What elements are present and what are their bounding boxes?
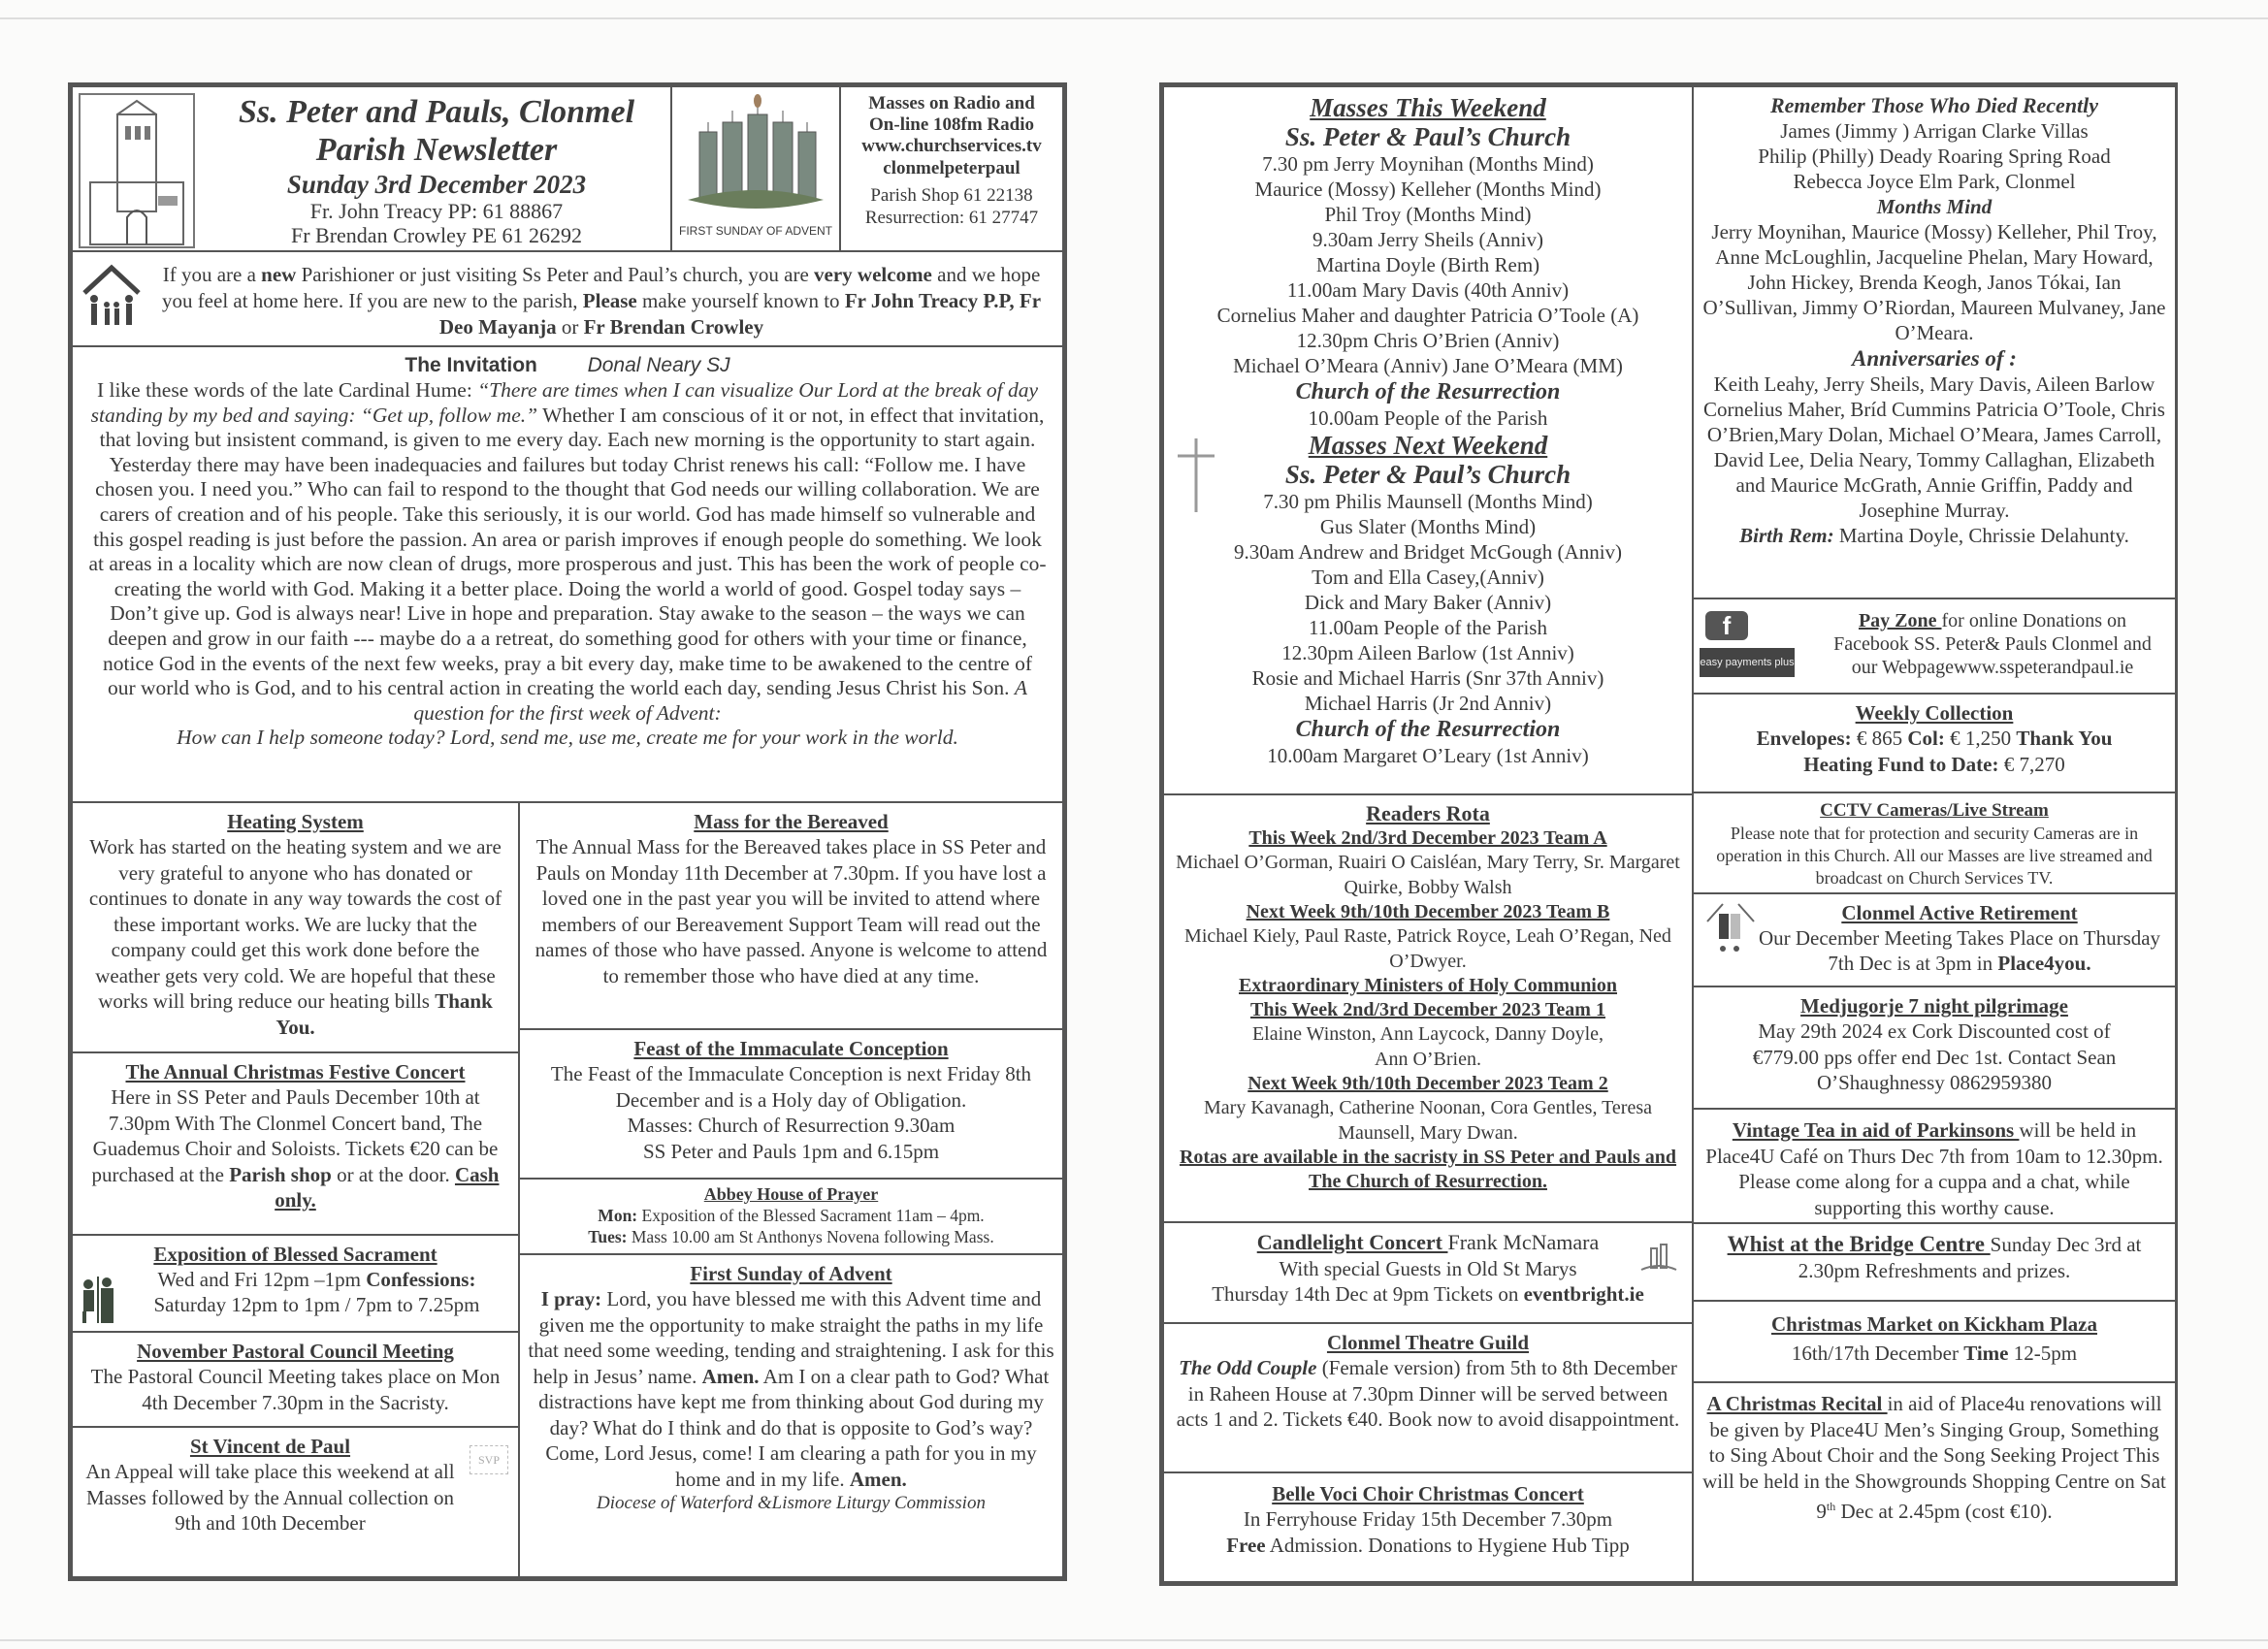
confession-times: Saturday 12pm to 1pm / 7pm to 7.25pm: [153, 1293, 480, 1316]
recital-box: [1692, 1381, 2177, 1583]
anniversaries-title: Anniversaries of :: [1852, 346, 2017, 371]
immaculate-box: [518, 1028, 1064, 1180]
scan-edge-top: [0, 17, 2268, 19]
theatre-title: Clonmel Theatre Guild: [1326, 1331, 1530, 1354]
candlelight-title: Candlelight Concert: [1256, 1230, 1448, 1254]
remember-box: [1692, 85, 2177, 599]
masses-this-resurrection: Church of the Resurrection: [1295, 379, 1561, 404]
immaculate-line-1: The Feast of the Immaculate Conception is next Friday 8th December and is a Holy day of Obligation.: [550, 1062, 1032, 1112]
mass-intention-line: Martina Doyle (Birth Rem): [1315, 253, 1540, 276]
retirement-body: Our December Meeting Takes Place on Thursday 7th Dec is at 3pm in: [1758, 926, 2161, 975]
confessions-label: Confessions:: [366, 1268, 476, 1291]
abbey-tues: Mass 10.00 am St Anthonys Novena following Mass.: [627, 1227, 994, 1246]
welcome-bold-please: Please: [582, 289, 637, 312]
welcome-priests: Fr John Treacy P.P, Fr Deo Mayanja: [438, 289, 1042, 339]
candlelight-line-2: Thursday 14th Dec at 9pm Tickets on: [1212, 1282, 1524, 1306]
rota-next-week: Next Week 9th/10th December 2023 Team B: [1246, 901, 1610, 922]
vintage-tea-box: [1692, 1108, 2177, 1224]
recital-title: A Christmas Recital: [1706, 1392, 1888, 1415]
mass-intention-line: 9.30am Jerry Sheils (Anniv): [1312, 228, 1543, 251]
bellevoci-box: [1162, 1471, 1694, 1583]
welcome-priest-crowley: Fr Brendan Crowley: [583, 315, 764, 339]
candlelight-performer: Frank McNamara: [1447, 1230, 1600, 1254]
heating-fund-label: Heating Fund to Date:: [1803, 753, 1999, 776]
theatre-play: The Odd Couple: [1179, 1356, 1317, 1379]
family-house-icon: [81, 264, 143, 337]
vintage-title: Vintage Tea in aid of Parkinsons: [1732, 1118, 2020, 1142]
whist-body: Sunday Dec 3rd at 2.30pm Refreshments and prizes.: [1798, 1233, 2142, 1282]
candlelight-box: [1162, 1221, 1694, 1324]
svp-logo-icon: SVP: [470, 1445, 508, 1474]
envelopes-label: Envelopes:: [1756, 727, 1852, 750]
rota-note: Rotas are available in the sacristy in SS Peter and Pauls and The Church of Resurrection.: [1179, 1147, 1677, 1192]
masses-next-resurrection-line: 10.00am Margaret O’Leary (1st Anniv): [1267, 744, 1589, 767]
masses-next-church: Ss. Peter & Paul’s Church: [1284, 460, 1571, 489]
concert-mid: or at the door.: [331, 1162, 455, 1186]
invitation-author: Donal Neary SJ: [587, 354, 730, 376]
market-title: Christmas Market on Kickham Plaza: [1771, 1312, 2097, 1336]
welcome-bold-new: new: [261, 263, 297, 286]
advent-candles-icon: [678, 93, 833, 219]
masses-next-title: Masses Next Weekend: [1308, 431, 1548, 460]
whist-title: Whist at the Bridge Centre: [1727, 1232, 1991, 1256]
advent-amen-1: Amen.: [701, 1364, 760, 1388]
advent-body-2: Am I on a clear path to God? What distractions have kept me from thinking about God during my day? What do I think and do that is opposite to God’s way? Come, Lord Jesus, come! I am clearing a path for you in my home and in my life.: [538, 1364, 1050, 1491]
invitation-body: Whether I am conscious of it or not, in effect that invitation, that loving but insistent command, is given to me every day. Each new morning is the opportunity to start again. Yesterday there may have been inadequacies and failures but today Christ renews his call: “Follow me. I have chosen you. I need you.” Who can fail to respond to the thought that God needs our willing collaboration. We are carers of creation and of his people. Take this seriously, it is our world. God has made himself so vulnerable and this gospel reading is just before the passion. An area or parish improves if enough people do something. We look at areas in a locality which are now clean of drugs, more prosperous and just. This has been the work of people co-creating the world with God. Making it a better place. Doing the world a world of good. Gospel today says – Don’t give up. God is always near! Live in hope and preparation. Stay awake to the season – the ways we can deepen and grow in our faith --- maybe do a a retreat, do something good for others with your time or finance, notice God in the events of the next few weeks, pray a bit every day, make time to be awakened to the centre of our world who is God, and to his central action in creating the world each day, sending Jesus Christ his Son.: [88, 403, 1047, 700]
bereaved-box: [518, 801, 1064, 1030]
invitation-quote: “There are times when I can visualize Our Lord at the break of day standing by my bed and saying: “Get up, follow me.”: [90, 378, 1039, 427]
market-time-label: Time: [1963, 1342, 2009, 1365]
medjugorje-title: Medjugorje 7 night pilgrimage: [1800, 994, 2068, 1018]
newsletter-date: Sunday 3rd December 2023: [286, 170, 587, 199]
mass-intention-line: 12.30pm Chris O’Brien (Anniv): [1296, 329, 1560, 352]
masses-this-church: Ss. Peter & Paul’s Church: [1284, 122, 1571, 151]
bellevoci-line-1: In Ferryhouse Friday 15th December 7.30pm: [1243, 1507, 1613, 1531]
immaculate-title: Feast of the Immaculate Conception: [633, 1037, 949, 1060]
confession-figures-icon: [81, 1271, 117, 1330]
collection-title: Weekly Collection: [1855, 701, 2014, 725]
em-next-names: Mary Kavanagh, Catherine Noonan, Cora Gentles, Teresa Maunsell, Mary Dwan.: [1204, 1097, 1652, 1144]
mass-intention-line: Phil Troy (Months Mind): [1324, 203, 1532, 226]
right-page: [1159, 82, 2178, 1586]
medjugorje-body: May 29th 2024 ex Cork Discounted cost of €779.00 pps offer end Dec 1st. Contact Sean O’Shaughnessy 0862959380: [1752, 1019, 2117, 1094]
welcome-text: or: [556, 315, 584, 339]
mass-intention-line: Maurice (Mossy) Kelleher (Months Mind): [1254, 178, 1602, 201]
bereaved-body: The Annual Mass for the Bereaved takes place in SS Peter and Pauls on Monday 11th December at 7.30pm. If you have lost a loved one in the past year you will be invited to attend where members of our Bereavement Support Team will read out the names of those who have passed. Anyone is welcome to attend to remember those who have died at any time.: [535, 835, 1048, 987]
invitation-question-intro: A question for the first week of Advent:: [413, 676, 1028, 725]
mass-intention-line: Cornelius Maher and daughter Patricia O’Toole (A): [1216, 304, 1639, 327]
em-this-week: This Week 2nd/3rd December 2023 Team 1: [1250, 999, 1605, 1020]
masses-next-list: [1172, 489, 1684, 716]
left-page: [68, 82, 1067, 1581]
welcome-text: and we hope you feel at home here. If you are new to the parish,: [161, 263, 1041, 312]
advent-prayer-box: [518, 1253, 1064, 1578]
recital-sup: th: [1826, 1500, 1836, 1513]
immaculate-line-2: Masses: Church of Resurrection 9.30am: [627, 1114, 956, 1137]
candlelight-line-1: With special Guests in Old St Marys: [1279, 1257, 1577, 1280]
exposition-times: Wed and Fri 12pm –1pm: [157, 1268, 367, 1291]
deceased-name: Rebecca Joyce Elm Park, Clonmel: [1793, 170, 2076, 193]
birth-rem-names: Martina Doyle, Chrissie Delahunty.: [1833, 524, 2129, 547]
deceased-name: James (Jimmy ) Arrigan Clarke Villas: [1780, 119, 2089, 143]
masses-this-weekend-box: [1162, 85, 1694, 795]
mass-intention-line: Michael Harris (Jr 2nd Anniv): [1304, 692, 1552, 715]
facebook-icon[interactable]: f: [1705, 611, 1748, 640]
remember-names: [1701, 118, 2167, 194]
retirement-title: Clonmel Active Retirement: [1841, 901, 2078, 924]
heating-thanks: Thank You.: [275, 989, 493, 1039]
mass-intention-line: 12.30pm Aileen Barlow (1st Anniv): [1281, 641, 1574, 664]
mass-intention-line: 11.00am People of the Parish: [1309, 616, 1547, 639]
abbey-mon-label: Mon:: [598, 1206, 638, 1225]
radio-line-1: Masses on Radio and: [868, 93, 1035, 113]
mass-intention-line: Rosie and Michael Harris (Snr 37th Anniv): [1251, 666, 1604, 690]
radio-channel: clonmelpeterpaul: [883, 158, 1021, 178]
advent-body-1: Lord, you have blessed me with this Advent time and given me the opportunity to make straight the paths in my life that need some weeding, tending and straightening. I ask for this help in Jesus’ name.: [528, 1287, 1054, 1388]
heating-fund-amount: € 7,270: [1998, 753, 2065, 776]
resurrection-phone: Resurrection: 61 27747: [864, 208, 1039, 228]
rota-title: Readers Rota: [1366, 801, 1490, 825]
deceased-name: Philip (Philly) Deady Roaring Spring Road: [1758, 145, 2111, 168]
cross-icon: [1174, 436, 1218, 519]
pastoral-body: The Pastoral Council Meeting takes place on Mon 4th December 7.30pm in the Sacristy.: [90, 1365, 501, 1414]
cctv-title: CCTV Cameras/Live Stream: [1820, 800, 2049, 821]
advent-caption: FIRST SUNDAY OF ADVENT: [678, 224, 833, 238]
mass-intention-line: 11.00am Mary Davis (40th Anniv): [1286, 278, 1570, 302]
radio-website-link[interactable]: www.churchservices.tv: [861, 136, 1042, 156]
vintage-body: will be held in Place4U Café on Thurs Dec 7th from 10am to 12.30pm. Please come along for a cuppa and a chat, while supporting this worthy cause.: [1705, 1118, 2163, 1219]
market-box: [1692, 1300, 2177, 1383]
bereaved-title: Mass for the Bereaved: [694, 810, 889, 833]
readers-rota-box: [1162, 793, 1694, 1223]
payzone-body: for online Donations on Facebook SS. Peter& Pauls Clonmel and our Webpagewww.sspeterandpaul.ie: [1833, 610, 2152, 678]
contact-pp: Fr. John Treacy PP: 61 88867: [309, 199, 564, 223]
pastoral-title: November Pastoral Council Meeting: [137, 1340, 454, 1363]
concert-cash-only: Cash only.: [275, 1162, 500, 1212]
svp-title: St Vincent de Paul: [189, 1435, 351, 1458]
abbey-tues-label: Tues:: [588, 1227, 628, 1246]
masses-this-list: [1172, 151, 1684, 378]
scan-edge-bottom: [0, 1639, 2268, 1641]
welcome-bold: very welcome: [814, 263, 932, 286]
col-label: Col:: [1907, 727, 1945, 750]
bellevoci-free: Free: [1226, 1533, 1266, 1557]
exposition-box: [71, 1234, 520, 1333]
retirement-box: [1692, 892, 2177, 987]
church-tower-icon: [79, 93, 195, 248]
masses-next-resurrection: Church of the Resurrection: [1295, 717, 1561, 742]
newsletter-subtitle: Parish Newsletter: [315, 132, 558, 168]
advent-lead: I pray:: [540, 1287, 602, 1310]
welcome-box: [71, 250, 1064, 347]
mass-intention-line: Michael O’Meara (Anniv) Jane O’Meara (MM): [1233, 354, 1623, 377]
abbey-title: Abbey House of Prayer: [703, 1184, 879, 1204]
advent-credit: Diocese of Waterford &Lismore Liturgy Commission: [597, 1493, 986, 1513]
welcome-text: Parishioner or just visiting Ss Peter and Paul’s church, you are: [296, 263, 815, 286]
masses-this-title: Masses This Weekend: [1310, 93, 1546, 122]
exposition-title: Exposition of Blessed Sacrament: [153, 1243, 437, 1266]
eventbrite-link[interactable]: eventbright.ie: [1523, 1282, 1644, 1306]
payzone-box: [1692, 598, 2177, 695]
market-date: 16th/17th December: [1791, 1342, 1964, 1365]
welcome-text: make yourself known to: [636, 289, 845, 312]
heating-title: Heating System: [227, 810, 364, 833]
newsletter-title: Ss. Peter and Pauls, Clonmel: [238, 94, 635, 130]
concert-title: The Annual Christmas Festive Concert: [125, 1060, 466, 1083]
concert-parish-shop: Parish shop: [229, 1162, 332, 1186]
bellevoci-title: Belle Voci Choir Christmas Concert: [1272, 1482, 1584, 1505]
immaculate-line-3: SS Peter and Pauls 1pm and 6.15pm: [642, 1139, 940, 1163]
remember-title: Remember Those Who Died Recently: [1769, 93, 2099, 117]
invitation-box: [71, 345, 1064, 803]
col-amount: € 1,250: [1944, 727, 2017, 750]
advent-title: First Sunday of Advent: [690, 1262, 892, 1285]
theatre-box: [1162, 1322, 1694, 1473]
theatre-body: (Female version) from 5th to 8th December in Raheen House at 7.30pm Dinner will be served between acts 1 and 2. Tickets €40. Book now to avoid disappointment.: [1176, 1356, 1680, 1431]
mass-intention-line: Tom and Ella Casey,(Anniv): [1312, 566, 1544, 589]
recital-body: in aid of Place4u renovations will be given by Place4U Men’s Singing Group, Something to Sing About Choir and the Song Seeking Project This will be held in the Showgrounds Shopping Centre on Sat 9: [1702, 1392, 2166, 1523]
months-mind-names: Jerry Moynihan, Maurice (Mossy) Kelleher, Phil Troy, Anne McLoughlin, Jacqueline Phelan, Mary Howard, John Hickey, Brenda Keogh, Janos Tókai, Ian O’Sullivan, Jimmy O’Riordan, Maureen Mulvaney, Jane O’Meara.: [1702, 220, 2166, 344]
em-this-names: Elaine Winston, Ann Laycock, Danny Doyle, Ann O’Brien.: [1251, 1023, 1604, 1070]
radio-line-2: On-line 108fm Radio: [869, 114, 1034, 135]
collection-thanks: Thank You: [2016, 727, 2113, 750]
collection-box: [1692, 693, 2177, 793]
cctv-body: Please note that for protection and security Cameras are in operation in this Church. All our Masses are live streamed and broadcast on Church Services TV.: [1716, 824, 2153, 888]
concert-box: [71, 1051, 520, 1236]
svp-box: [71, 1426, 520, 1578]
radio-info-box: [839, 85, 1064, 252]
candle-sketch-icon: [1637, 1233, 1680, 1280]
heating-box: [71, 801, 520, 1053]
contact-pe: Fr Brendan Crowley PE 61 26292: [290, 223, 583, 247]
months-mind-title: Months Mind: [1876, 195, 1993, 218]
payzone-title[interactable]: Pay Zone: [1858, 610, 1942, 631]
mass-intention-line: 7.30 pm Jerry Moynihan (Months Mind): [1262, 152, 1594, 176]
heating-body: Work has started on the heating system and we are very grateful to anyone who has donated or continues to donate in any way towards the cost of these important works. We are lucky that the company could get this work done before the weather gets very cold. We are hopeful that these works will bring reduce our heating bills: [88, 835, 502, 1013]
bellevoci-line-2: Admission. Donations to Hygiene Hub Tipp: [1265, 1533, 1630, 1557]
masses-this-resurrection-line: 10.00am People of the Parish: [1308, 406, 1548, 430]
invitation-lead: I like these words of the late Cardinal Hume:: [96, 378, 478, 402]
parish-shop-phone: Parish Shop 61 22138: [870, 185, 1033, 206]
cctv-box: [1692, 792, 2177, 894]
medjugorje-box: [1692, 986, 2177, 1110]
recital-tail: Dec at 2.45pm (cost €10).: [1835, 1500, 2053, 1523]
easy-payments-badge[interactable]: easy payments plus: [1700, 648, 1795, 677]
whist-box: [1692, 1222, 2177, 1302]
envelopes-amount: € 865: [1851, 727, 1908, 750]
advent-amen-2: Amen.: [849, 1467, 907, 1491]
abbey-box: [518, 1178, 1064, 1255]
retirement-place: Place4you.: [1997, 952, 2091, 975]
retirement-dancers-icon: [1703, 900, 1758, 963]
abbey-mon: Exposition of the Blessed Sacrament 11am – 4pm.: [637, 1206, 985, 1225]
em-title: Extraordinary Ministers of Holy Communion: [1239, 975, 1617, 996]
anniversaries-names: Keith Leahy, Jerry Sheils, Mary Davis, Aileen Barlow Cornelius Maher, Bríd Cummins Patricia O’Toole, Chris O’Brien,Mary Dolan, Michael O’Meara, James Carroll, David Lee, Delia Neary, Tommy Callaghan, Elizabeth and Maurice McGrath, Annie Griffin, Paddy and Josephine Murray.: [1703, 372, 2165, 522]
header-box: [71, 85, 672, 252]
welcome-text: If you are a: [162, 263, 262, 286]
rota-next-names: Michael Kiely, Paul Raste, Patrick Royce, Leah O’Regan, Ned O’Dwyer.: [1184, 925, 1671, 972]
birth-rem-label: Birth Rem:: [1739, 524, 1834, 547]
concert-body: Here in SS Peter and Pauls December 10th at 7.30pm With The Clonmel Concert band, The Guademus Choir and Soloists. Tickets €20 can be purchased at the: [91, 1085, 499, 1186]
rota-this-names: Michael O’Gorman, Ruairi O Caisléan, Mary Terry, Sr. Margaret Quirke, Bobby Walsh: [1176, 852, 1680, 898]
mass-intention-line: Gus Slater (Months Mind): [1319, 515, 1537, 538]
em-next-week: Next Week 9th/10th December 2023 Team 2: [1247, 1073, 1608, 1094]
svp-body: An Appeal will take place this weekend at all Masses followed by the Annual collection on 9th and 10th December: [85, 1460, 455, 1535]
advent-wreath-box: [670, 85, 841, 252]
rota-this-week: This Week 2nd/3rd December 2023 Team A: [1248, 827, 1607, 849]
mass-intention-line: Dick and Mary Baker (Anniv): [1304, 591, 1552, 614]
invitation-title: The Invitation: [405, 354, 537, 376]
market-time: 12-5pm: [2008, 1342, 2078, 1365]
mass-intention-line: 9.30am Andrew and Bridget McGough (Anniv): [1233, 540, 1623, 564]
pastoral-box: [71, 1331, 520, 1428]
mass-intention-line: 7.30 pm Philis Maunsell (Months Mind): [1263, 490, 1593, 513]
invitation-closing: How can I help someone today? Lord, send me, use me, create me for your work in the world.: [177, 726, 958, 750]
